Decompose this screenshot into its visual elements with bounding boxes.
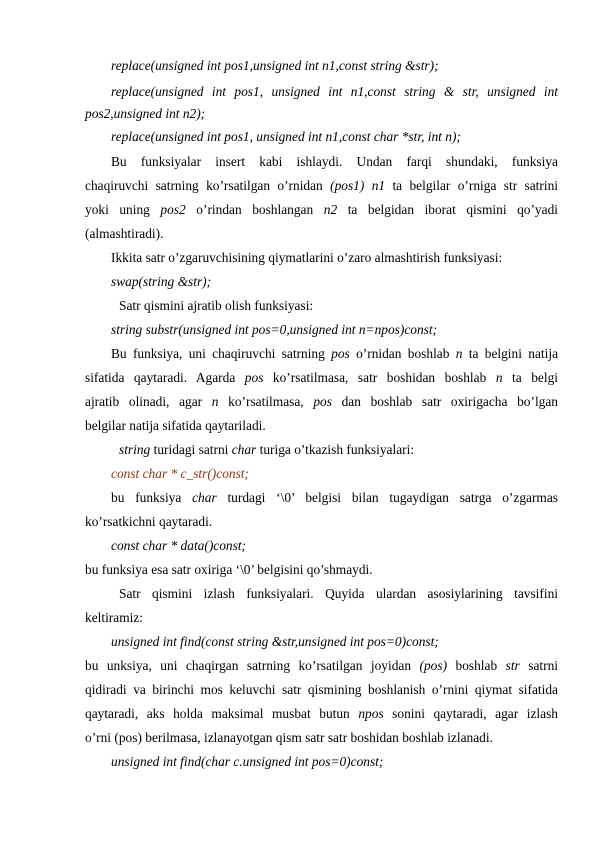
paragraph-line: bu funksiya esa satr oxiriga ‘\0’ belgisini qo’shmaydi. xyxy=(85,562,373,577)
paragraph-line: qidiradi va birinchi mos keluvchi satr qismining boshlanish o’rnini qiymat sifatida xyxy=(85,682,558,697)
paragraph-line: qaytaradi, aks holda maksimal musbat butun npos sonini qaytaradi, agar izlash xyxy=(85,706,558,721)
paragraph-line: belgilar natija sifatida qaytariladi. xyxy=(85,418,266,433)
paragraph-line: (almashtiradi). xyxy=(85,226,164,241)
code-line: replace(unsigned int pos1, unsigned int n1,const char *str, int n); xyxy=(111,129,461,144)
code-line: const char * data()const; xyxy=(111,538,246,553)
paragraph-line: ko’rsatkichni qaytaradi. xyxy=(85,514,213,529)
code-line: swap(string &str); xyxy=(111,274,212,289)
paragraph-line: Bu funksiya, uni chaqiruvchi satrning pos o’rnidan boshlab n ta belgini natija xyxy=(111,346,559,361)
paragraph-line: Satr qismini ajratib olish funksiyasi: xyxy=(119,298,314,313)
code-line: string substr(unsigned int pos=0,unsigned int n=npos)const; xyxy=(111,322,438,337)
code-line: replace(unsigned int pos1,unsigned int n1,const string &str); xyxy=(111,58,439,73)
paragraph-line: bu unksiya, uni chaqirgan satrning ko’rsatilgan joyidan (pos) boshlab str satrni xyxy=(85,658,558,673)
paragraph-line: sifatida qaytaradi. Agarda pos ko’rsatilmasa, satr boshidan boshlab n ta belgi xyxy=(85,370,558,385)
paragraph-line: chaqiruvchi satrning ko’rsatilgan o’rnidan (pos1) n1 ta belgilar o’rniga str satrini xyxy=(85,178,558,193)
paragraph-line: Ikkita satr o’zgaruvchisining qiymatlarini o’zaro almashtirish funksiyasi: xyxy=(111,250,503,265)
paragraph-line: ajratib olinadi, agar n ko’rsatilmasa, pos dan boshlab satr oxirigacha bo’lgan xyxy=(85,394,558,409)
code-line: unsigned int find(const string &str,unsigned int pos=0)const; xyxy=(111,634,439,649)
paragraph-line: yoki uning pos2 o’rindan boshlangan n2 ta belgidan iborat qismini qo’yadi xyxy=(85,202,558,217)
code-line: const char * c_str()const; xyxy=(111,466,249,481)
code-line: replace(unsigned int pos1, unsigned int n1,const string & str, unsigned int xyxy=(111,84,558,99)
paragraph-line: Bu funksiyalar insert kabi ishlaydi. Undan farqi shundaki, funksiya xyxy=(111,154,558,169)
paragraph-line: keltiramiz: xyxy=(85,610,144,625)
paragraph-line: string turidagi satrni char turiga o’tkazish funksiyalari: xyxy=(119,442,415,457)
code-line: pos2,unsigned int n2); xyxy=(85,106,206,121)
paragraph-line: o’rni (pos) berilmasa, izlanayotgan qism satr satr boshidan boshlab izlanadi. xyxy=(85,730,493,745)
paragraph-line: bu funksiya char turdagi ‘\0’ belgisi bilan tugaydigan satrga o’zgarmas xyxy=(111,490,558,505)
code-line: unsigned int find(char c.unsigned int pos=0)const; xyxy=(111,754,384,769)
section-heading-line: Satr qismini izlash funksiyalari. Quyida ulardan asosiylarining tavsifini xyxy=(119,586,558,601)
